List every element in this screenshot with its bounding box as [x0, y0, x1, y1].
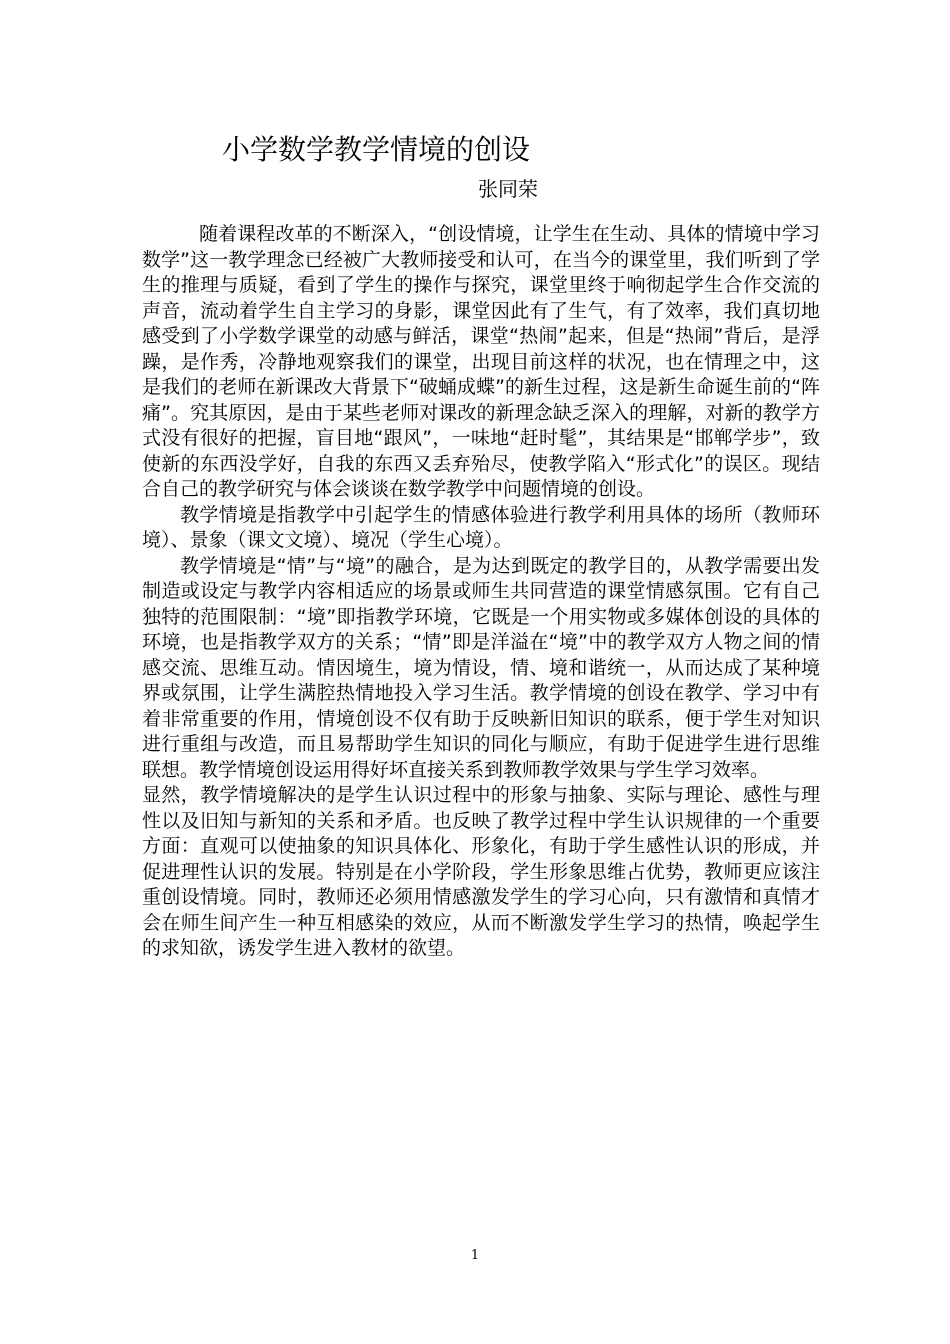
- paragraph-2: 教学情境是指教学中引起学生的情感体验进行教学利用具体的场所（教师环境）、景象（课文文境）、境况（学生心境）。: [142, 503, 820, 551]
- paragraph-3: 教学情境是“情”与“境”的融合，是为达到既定的教学目的，从教学需要出发制造或设定与教学内容相适应的场景或师生共同营造的课堂情感氛围。它有自己独特的范围限制：“境”即指教学环境，它既是一个用实物或多媒体创设的具体的环境，也是指教学双方的关系；“情”即是洋溢在“境”中的教学双方人物之间的情感交流、思维互动。情因境生，境为情设，情、境和谐统一，从而达成了某种境界或氛围，让学生满腔热情地投入学习生活。教学情境的创设在教学、学习中有着非常重要的作用，情境创设不仅有助于反映新旧知识的联系，便于学生对知识进行重组与改造，而且易帮助学生知识的同化与顺应，有助于促进学生进行思维联想。教学情境创设运用得好坏直接关系到教师教学效果与学生学习效率。: [142, 554, 820, 781]
- document-author: 张同荣: [478, 177, 538, 201]
- page-number: 1: [470, 1248, 480, 1263]
- paragraph-1: 随着课程改革的不断深入，“创设情境，让学生在生动、具体的情境中学习数学”这一教学理念已经被广大教师接受和认可，在当今的课堂里，我们听到了学生的推理与质疑，看到了学生的操作与探究，课堂里终于响彻起学生合作交流的声音，流动着学生自主学习的身影，课堂因此有了生气，有了效率，我们真切地感受到了小学数学课堂的动感与鲜活，课堂“热闹”起来，但是“热闹”背后，是浮躁，是作秀，冷静地观察我们的课堂，出现目前这样的状况，也在情理之中，这是我们的老师在新课改大背景下“破蛹成蝶”的新生过程，这是新生命诞生前的“阵痛”。究其原因，是由于某些老师对课改的新理念缺乏深入的理解，对新的教学方式没有很好的把握，盲目地“跟风”，一味地“赶时髦”，其结果是“邯郸学步”，致使新的东西没学好，自我的东西又丢弃殆尽，使教学陷入“形式化”的误区。现结合自己的教学研究与体会谈谈在数学教学中问题情境的创设。: [142, 223, 820, 500]
- document-body: [142, 222, 820, 962]
- document-title: 小学数学教学情境的创设: [222, 133, 531, 166]
- paragraph-4: 显然，教学情境解决的是学生认识过程中的形象与抽象、实际与理论、感性与理性以及旧知与新知的关系和矛盾。也反映了教学过程中学生认识规律的一个重要方面：直观可以使抽象的知识具体化、形象化，有助于学生感性认识的形成，并促进理性认识的发展。特别是在小学阶段，学生形象思维占优势，教师更应该注重创设情境。同时，教师还必须用情感激发学生的学习心向，只有激情和真情才会在师生间产生一种互相感染的效应，从而不断激发学生学习的热情，唤起学生的求知欲，诱发学生进入教材的欲望。: [142, 784, 820, 959]
